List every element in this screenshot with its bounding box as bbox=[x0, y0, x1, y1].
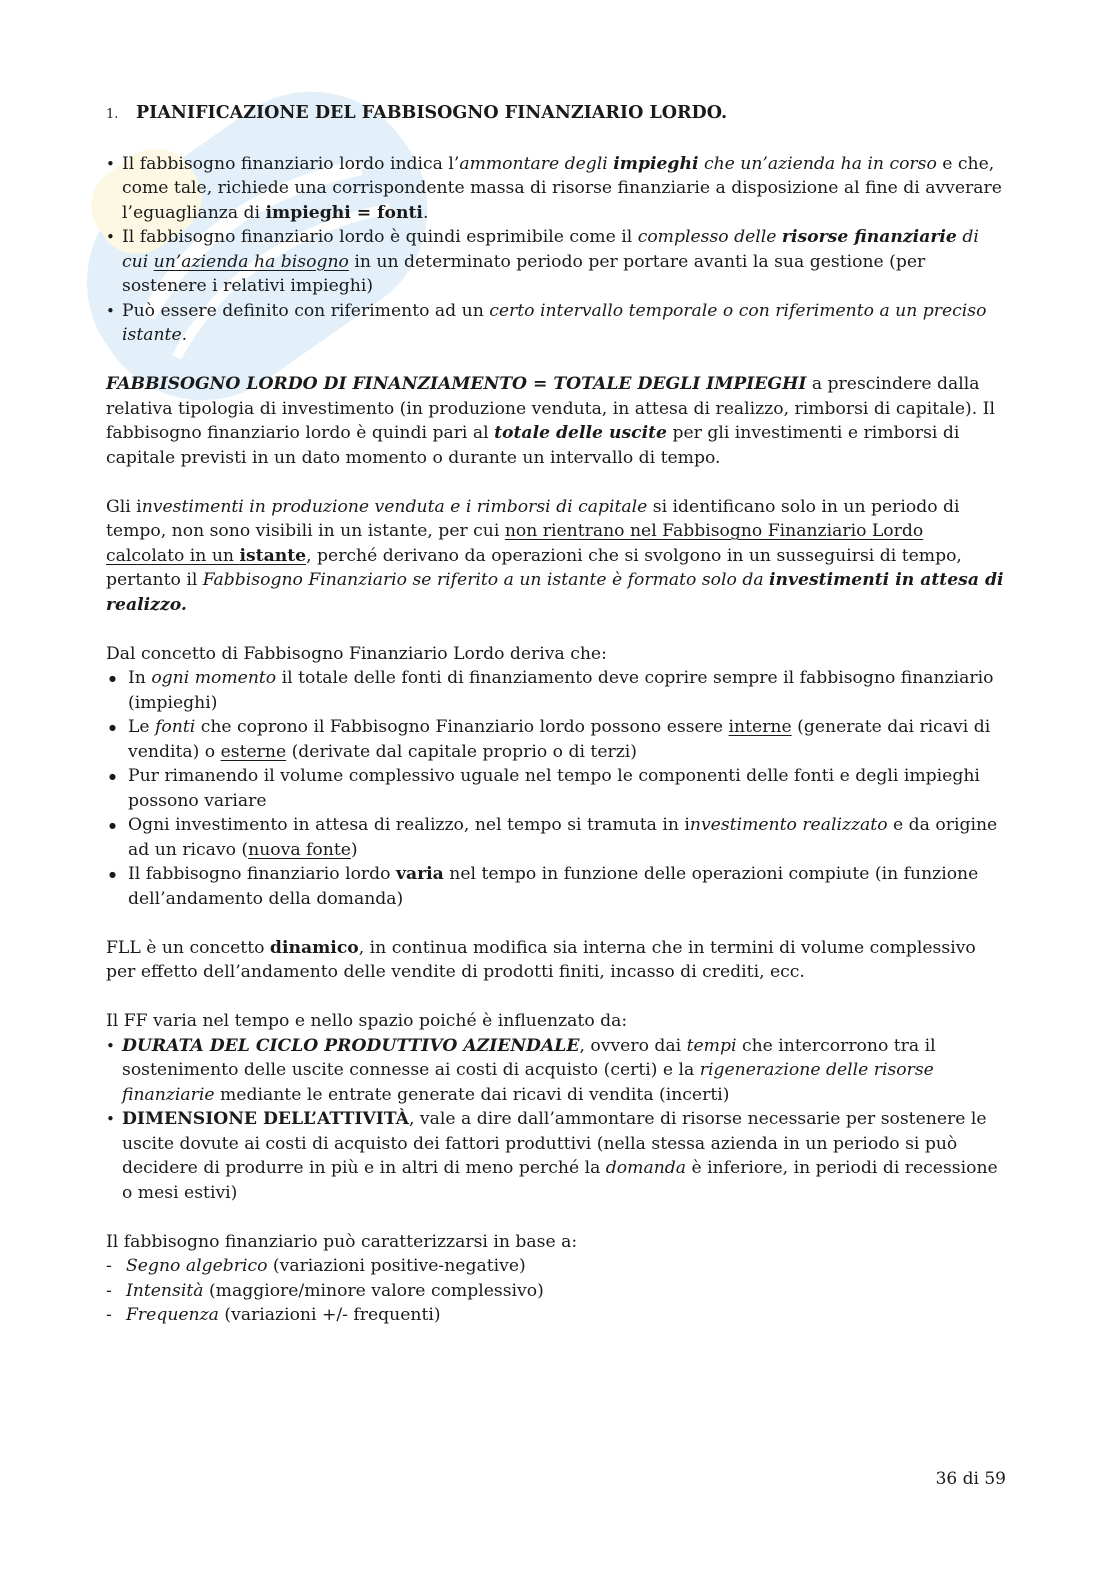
intro-bullet-list bbox=[106, 152, 1006, 348]
list-item: ● Ogni investimento in attesa di realizzo, nel tempo si tramuta in investimento realizzato e da origine ad un ricavo (nuova fonte) bbox=[106, 813, 1006, 862]
paragraph-fll: FLL è un concetto dinamico, in continua modifica sia interna che in termini di volume complessivo per effetto dell’andamento delle vendite di prodotti finiti, incasso di crediti, ecc. bbox=[106, 937, 976, 982]
list-item: • Il fabbisogno finanziario lordo indica l’ammontare degli impieghi che un’azienda ha in corso e che, come tale, richiede una corrispondente massa di risorse finanziarie a disposizione al fine di avverare l’eguaglianza di impieghi = fonti. bbox=[106, 152, 1006, 226]
concetto-bullet-list bbox=[106, 666, 1006, 911]
section-number: 1. bbox=[106, 107, 119, 122]
list-item: ● In ogni momento il totale delle fonti di finanziamento deve coprire sempre il fabbisogno finanziario (impieghi) bbox=[106, 666, 1006, 715]
paragraph-investimenti: Gli investimenti in produzione venduta e i rimborsi di capitale si identificano solo in un periodo di tempo, non sono visibili in un istante, per cui non rientrano nel Fabbisogno Finanziario Lordo calcolato in un istante, perché derivano da operazioni che si svolgono in un susseguirsi di tempo, pertanto il Fabbisogno Finanziario se riferito a un istante è formato solo da investimenti in attesa di realizzo. bbox=[106, 496, 1004, 615]
page-number: 36 di 59 bbox=[935, 1469, 1006, 1489]
list-item: ● Le fonti che coprono il Fabbisogno Finanziario lordo possono essere interne (generate dai ricavi di vendita) o esterne (derivate dal capitale proprio o di terzi) bbox=[106, 715, 1006, 764]
section-title: PIANIFICAZIONE DEL FABBISOGNO FINANZIARIO LORDO. bbox=[136, 103, 728, 123]
list-item: - Intensità (maggiore/minore valore complessivo) bbox=[106, 1279, 1006, 1304]
paragraph-concetto-intro: Dal concetto di Fabbisogno Finanziario Lordo deriva che: bbox=[106, 643, 607, 664]
list-item: • Può essere definito con riferimento ad un certo intervallo temporale o con riferimento a un preciso istante. bbox=[106, 299, 1006, 348]
ff-bullet-list bbox=[106, 1034, 1006, 1206]
list-item: • DIMENSIONE DELL’ATTIVITÀ, vale a dire dall’ammontare di risorse necessarie per sostenere le uscite dovute ai costi di acquisto dei fattori produttivi (nella stessa azienda in un periodo si può decidere di produrre in più e in altri di meno perché la domanda è inferiore, in periodi di recessione o mesi estivi) bbox=[106, 1107, 1006, 1205]
caratter-dash-list bbox=[106, 1254, 1006, 1328]
list-item: ● Il fabbisogno finanziario lordo varia nel tempo in funzione delle operazioni compiute (in funzione dell’andamento della domanda) bbox=[106, 862, 1006, 911]
list-item: - Segno algebrico (variazioni positive-negative) bbox=[106, 1254, 1006, 1279]
list-item: • Il fabbisogno finanziario lordo è quindi esprimibile come il complesso delle risorse finanziarie di cui un’azienda ha bisogno in un determinato periodo per portare avanti la sua gestione (per sostenere i relativi impieghi) bbox=[106, 225, 1006, 299]
list-item: ● Pur rimanendo il volume complessivo uguale nel tempo le componenti delle fonti e degli impieghi possono variare bbox=[106, 764, 1006, 813]
paragraph-caratter-intro: Il fabbisogno finanziario può caratterizzarsi in base a: bbox=[106, 1231, 578, 1252]
list-item: - Frequenza (variazioni +/- frequenti) bbox=[106, 1303, 1006, 1328]
list-item: • DURATA DEL CICLO PRODUTTIVO AZIENDALE, ovvero dai tempi che intercorrono tra il sostenimento delle uscite connesse ai costi di acquisto (certi) e la rigenerazione delle risorse finanziarie mediante le entrate generate dai ricavi di vendita (incerti) bbox=[106, 1034, 1006, 1108]
section-heading bbox=[106, 101, 1006, 128]
paragraph-ff-intro: Il FF varia nel tempo e nello spazio poiché è influenzato da: bbox=[106, 1011, 628, 1031]
paragraph-fabbisogno: FABBISOGNO LORDO DI FINANZIAMENTO = TOTALE DEGLI IMPIEGHI a prescindere dalla relativa tipologia di investimento (in produzione venduta, in attesa di realizzo, rimborsi di capitale). Il fabbisogno finanziario lordo è quindi pari al totale delle uscite per gli investimenti e rimborsi di capitale previsti in un dato momento o durante un intervallo di tempo. bbox=[106, 374, 995, 468]
document-page bbox=[106, 101, 1006, 1328]
